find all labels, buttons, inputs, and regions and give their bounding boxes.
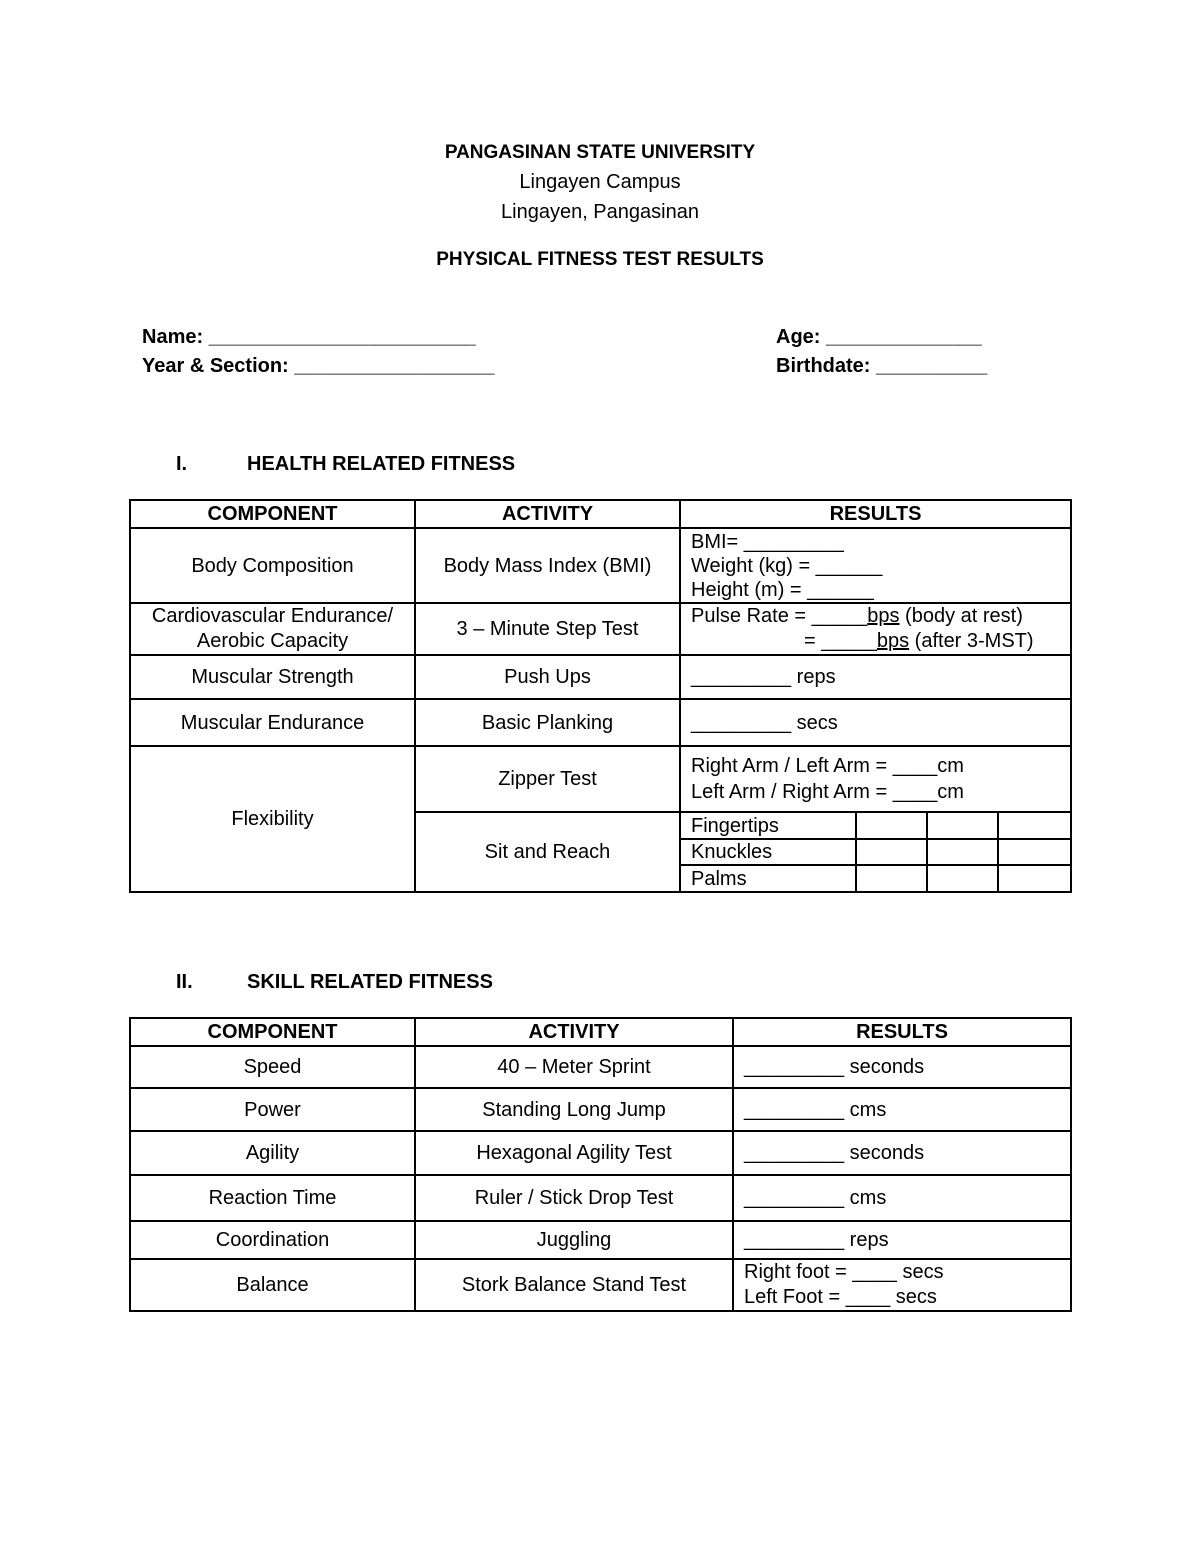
campus-location: Lingayen, Pangasinan — [501, 201, 699, 223]
component-cell: Balance — [130, 1259, 415, 1311]
blank-cell — [998, 839, 1071, 865]
table-row — [130, 655, 1071, 699]
results-cell — [680, 746, 1071, 812]
bps-unit: bps — [867, 605, 900, 627]
bps-unit: bps — [876, 630, 910, 652]
pulse-rest-field — [691, 604, 1070, 629]
table-row — [130, 603, 1071, 655]
results-cell: _________ seconds — [733, 1046, 1071, 1088]
left-foot-field: Left Foot = ____ secs — [744, 1286, 937, 1308]
component-cell: Coordination — [130, 1221, 415, 1259]
component-cell — [130, 603, 415, 655]
zipper-right-field: Right Arm / Left Arm = ____cm — [691, 755, 964, 777]
table-row — [130, 1046, 1071, 1088]
activity-cell: Zipper Test — [415, 746, 680, 812]
activity-cell: Stork Balance Stand Test — [415, 1259, 733, 1311]
header-results: RESULTS — [680, 500, 1071, 528]
height-field: Height (m) = ______ — [691, 578, 874, 601]
component-cell: Body Composition — [130, 528, 415, 603]
table-row — [130, 528, 1071, 603]
component-cell: Power — [130, 1088, 415, 1131]
header-activity: ACTIVITY — [415, 1018, 733, 1046]
blank-cell — [856, 812, 927, 839]
table-row — [130, 1088, 1071, 1131]
age-field: Age: ______________ — [776, 326, 982, 348]
table-row — [130, 1131, 1071, 1175]
results-cell: _________ reps — [680, 655, 1071, 699]
after-note: (after 3-MST) — [909, 630, 1034, 652]
name-field: Name: ________________________ — [142, 326, 476, 348]
table-row — [130, 1259, 1071, 1311]
activity-cell: Hexagonal Agility Test — [415, 1131, 733, 1175]
component-cell: Reaction Time — [130, 1175, 415, 1221]
table-header-row — [130, 1018, 1071, 1046]
pulse-label: Pulse Rate = _____ — [691, 605, 868, 627]
results-cell: _________ reps — [733, 1221, 1071, 1259]
component-cell: Agility — [130, 1131, 415, 1175]
health-fitness-table — [129, 499, 1072, 893]
activity-cell: Push Ups — [415, 655, 680, 699]
activity-cell: Sit and Reach — [415, 812, 680, 892]
blank-cell — [998, 812, 1071, 839]
campus-name: Lingayen Campus — [519, 171, 681, 193]
component-line: Aerobic Capacity — [196, 630, 349, 652]
component-line: Cardiovascular Endurance/ — [151, 605, 394, 627]
pulse-eq: = _____ — [804, 630, 877, 652]
component-cell: Muscular Strength — [130, 655, 415, 699]
header-results: RESULTS — [733, 1018, 1071, 1046]
component-cell: Speed — [130, 1046, 415, 1088]
blank-cell — [927, 812, 998, 839]
right-foot-field: Right foot = ____ secs — [744, 1261, 944, 1283]
activity-cell: 40 – Meter Sprint — [415, 1046, 733, 1088]
results-cell — [680, 603, 1071, 655]
blank-cell — [927, 839, 998, 865]
table-row — [130, 1175, 1071, 1221]
sit-reach-label: Palms — [680, 865, 856, 892]
blank-cell — [998, 865, 1071, 892]
university-name: PANGASINAN STATE UNIVERSITY — [444, 142, 756, 163]
results-cell: _________ cms — [733, 1088, 1071, 1131]
results-cell: _________ secs — [680, 699, 1071, 746]
section1-number: I. — [176, 453, 188, 475]
blank-cell — [856, 865, 927, 892]
activity-cell: 3 – Minute Step Test — [415, 603, 680, 655]
header-component: COMPONENT — [130, 500, 415, 528]
blank-cell — [927, 865, 998, 892]
section2-title: SKILL RELATED FITNESS — [247, 971, 493, 993]
bmi-field: BMI= _________ — [691, 530, 844, 553]
year-section-field: Year & Section: __________________ — [142, 355, 495, 377]
sit-reach-label: Fingertips — [680, 812, 856, 839]
component-cell: Muscular Endurance — [130, 699, 415, 746]
section2-number: II. — [176, 971, 193, 993]
results-cell — [680, 528, 1071, 603]
results-cell: _________ seconds — [733, 1131, 1071, 1175]
table-header-row — [130, 500, 1071, 528]
activity-cell: Standing Long Jump — [415, 1088, 733, 1131]
skill-fitness-table — [129, 1017, 1072, 1312]
activity-cell: Body Mass Index (BMI) — [415, 528, 680, 603]
pulse-after-field — [691, 629, 1070, 654]
birthdate-field: Birthdate: __________ — [776, 355, 988, 377]
activity-cell: Basic Planking — [415, 699, 680, 746]
table-row — [130, 746, 1071, 812]
header-component: COMPONENT — [130, 1018, 415, 1046]
table-row — [130, 1221, 1071, 1259]
sit-reach-label: Knuckles — [680, 839, 856, 865]
header-activity: ACTIVITY — [415, 500, 680, 528]
blank-cell — [856, 839, 927, 865]
results-cell: _________ cms — [733, 1175, 1071, 1221]
rest-note: (body at rest) — [899, 605, 1023, 627]
activity-cell: Juggling — [415, 1221, 733, 1259]
form-title: PHYSICAL FITNESS TEST RESULTS — [436, 249, 764, 270]
section1-title: HEALTH RELATED FITNESS — [247, 453, 516, 475]
table-row — [130, 699, 1071, 746]
weight-field: Weight (kg) = ______ — [691, 554, 883, 577]
results-cell — [733, 1259, 1071, 1311]
component-cell: Flexibility — [130, 746, 415, 892]
zipper-left-field: Left Arm / Right Arm = ____cm — [691, 781, 964, 803]
activity-cell: Ruler / Stick Drop Test — [415, 1175, 733, 1221]
